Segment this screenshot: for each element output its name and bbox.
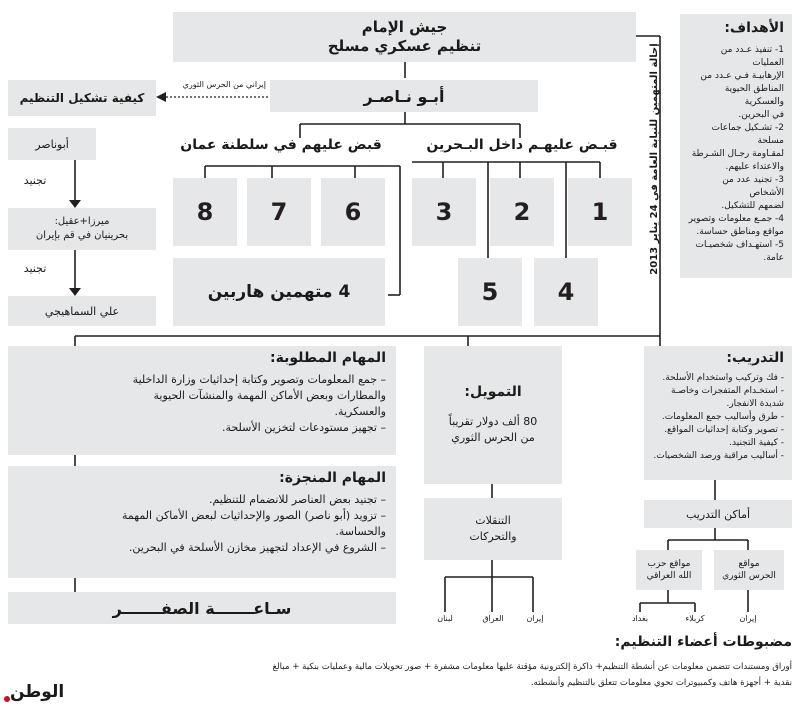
movements-line2: والتحركات [469, 530, 517, 543]
movements-line1: التنقلات [475, 514, 511, 527]
suspect-box-7 [247, 178, 311, 246]
goals-line: في البحرين. [738, 110, 784, 120]
zero-hour-box [8, 592, 396, 624]
goals-line: 4- جمـع معلومات وتصوير [688, 214, 784, 224]
seized-line2: نقدية + أجهزة هاتف وكمبيوترات تحوي معلومات تتعلق بالتنظيم وأنشطته. [530, 678, 792, 688]
logo-accent-mark [4, 696, 10, 702]
seized-line1: أوراق ومستندات تتضمن معلومات عن أنشطة التنظيم+ ذاكرة إلكترونية مؤقتة عليها معلومات مشفرة + صور تحويلات مالية وعمليات بنكية + مبالغ [272, 662, 792, 672]
group-oman-heading: قبض عليهم في سلطنة عمان [180, 137, 382, 153]
goals-line: لضمهم للتشكيل. [721, 201, 784, 211]
tasks-required-list [18, 372, 386, 436]
goals-line: مواقع ومناطق حساسة. [696, 227, 784, 237]
tasks-done-line: – الشروع في الإعداد لتجهيز مخازن الأسلحة في البحرين. [128, 541, 386, 554]
logo-text: الوطن [10, 682, 65, 702]
tasks-done-line: – تزويد (أبو ناصر) الصور والإحداثيات لبعض الأماكن المهمة [122, 509, 386, 522]
group-bahrain-heading: قبـض عليهـم داخل البـحرين [426, 137, 618, 153]
goals-title: الأهداف: [724, 20, 784, 36]
tasks-required-line: والمطارات وبعض الأماكن المهمة والمنشآت الحيوية [153, 389, 386, 402]
zero-hour-label: سـاعـــــــة الصفـــــــر [112, 598, 292, 618]
formation-step-samaheeji [8, 296, 156, 326]
goals-line: عامة. [763, 253, 784, 263]
suspect-number-6: 6 [344, 198, 362, 226]
goals-box [680, 14, 792, 278]
leader-note: إيراني من الحرس الثوري [182, 80, 266, 89]
fugitives-label: 4 متهمين هاربين [207, 282, 351, 302]
movement-place-lebanon: لبنان [437, 614, 453, 623]
tasks-required-line: – تجهيز مستودعات لتخزين الأسلحة. [222, 421, 386, 434]
funding-title: التمويل: [464, 384, 522, 400]
training-line: شديدة الانفجار. [726, 399, 784, 409]
tasks-done-box [8, 466, 396, 578]
seized-title: مضبوطات أعضاء التنظيم: [614, 634, 792, 650]
formation-title-box [8, 80, 156, 116]
training-line: - فك وتركيب واستخدام الأسلحة. [662, 373, 784, 383]
goals-line: المناطق الحيوية والعسكرية [724, 84, 784, 107]
suspect-box-8 [173, 178, 237, 246]
suspect-number-7: 7 [270, 198, 288, 226]
suspect-number-4: 4 [557, 278, 575, 306]
training-line: - أساليب مراقبة ورصد الشخصيات. [653, 451, 784, 461]
suspect-number-3: 3 [435, 198, 453, 226]
formation-step2-line2: بحرينيان في قم بإيران [35, 230, 129, 241]
formation-step3-label: علي السماهيجي [44, 304, 120, 318]
training-list [652, 372, 784, 463]
training-place-iran: إيران [739, 614, 757, 623]
formation-step-abu-nasser [8, 128, 96, 160]
training-place-baghdad: بغداد [631, 614, 649, 623]
movement-place-iraq: العراق [482, 614, 504, 623]
training-site-hezbollah-line2: الله العراقي [646, 571, 692, 581]
formation-recruit-1: تجنيد [23, 174, 47, 187]
goals-line: 3- تجنيد عدد من الأشخاص [722, 175, 784, 198]
suspect-number-1: 1 [591, 198, 609, 226]
suspect-number-5: 5 [481, 278, 499, 306]
tasks-done-line: والحساسة. [335, 525, 386, 538]
goals-line: لمقـاومة رجـال الشـرطة [691, 149, 784, 159]
training-line: - كيفية التجنيد. [729, 438, 784, 448]
formation-recruit-2: تجنيد [23, 262, 47, 275]
training-line: - تصوير وكتابة إحداثيات المواقع. [664, 425, 784, 435]
main-title: جيش الإمام [361, 18, 448, 36]
tasks-done-list [18, 492, 386, 556]
main-subtitle: تنظيم عسكري مسلح [327, 37, 482, 55]
leader-box [270, 80, 538, 112]
goals-line: الإرهابيـة فـي عـدد من [700, 71, 784, 81]
formation-step-mirza-aqeel [8, 208, 156, 250]
goals-line: 1- تنفيذ عـدد من العمليات [720, 45, 784, 68]
suspect-box-2 [490, 178, 554, 246]
movements-box [424, 498, 562, 560]
training-site-irgc-line1: مواقع [738, 559, 760, 569]
newspaper-logo [4, 682, 65, 704]
tasks-required-line: والعسكرية. [334, 405, 386, 418]
training-site-hezbollah [636, 550, 702, 590]
goals-line: 2- تشـكيل جماعات مسلحة [711, 123, 784, 146]
suspect-number-2: 2 [513, 198, 531, 226]
training-box [644, 346, 792, 480]
funding-amount: 80 ألف دولار تقريباً [448, 415, 538, 428]
formation-step1-label: أبوناصر [35, 137, 69, 151]
training-site-irgc [714, 550, 784, 590]
suspect-number-8: 8 [196, 198, 214, 226]
training-site-irgc-line2: الحرس الثوري [722, 571, 776, 581]
training-places-box [644, 500, 792, 528]
tasks-done-title: المهام المنجزة: [279, 470, 386, 486]
training-site-hezbollah-line1: مواقع حزب [647, 559, 691, 569]
suspect-box-6 [321, 178, 385, 246]
tasks-required-box [8, 346, 396, 455]
movement-place-iran: إيران [526, 614, 544, 623]
training-places-title: أماكن التدريب [685, 507, 751, 521]
training-title: التدريب: [726, 350, 784, 366]
formation-step2-line1: ميرزا+عقيل: [54, 216, 110, 227]
suspect-box-4 [534, 258, 598, 326]
suspect-box-1 [568, 178, 632, 246]
training-line: - استخـدام المتفجرات وخاصـة [670, 386, 784, 396]
main-title-box [173, 12, 636, 62]
tasks-done-line: – تجنيد بعض العناصر للانضمام للتنظيم. [208, 493, 386, 506]
formation-title: كيفية تشكيل التنظيم [19, 91, 145, 105]
training-line: - طرق وأساليب جمع المعلومات. [661, 412, 784, 422]
tasks-required-line: – جمع المعلومات وتصوير وكتابة إحداثيات وزارة الداخلية [132, 373, 386, 386]
suspect-box-3 [412, 178, 476, 246]
fugitives-box [173, 258, 385, 326]
training-place-karbala: كربلاء [685, 614, 705, 623]
funding-source: من الحرس الثوري [451, 431, 535, 444]
tasks-required-title: المهام المطلوبة: [270, 350, 386, 366]
suspect-box-5 [458, 258, 522, 326]
leader-name: أبـو نـاصـر [363, 86, 445, 106]
goals-line: 5- استهـداف شخصيـات [695, 240, 784, 250]
referral-note: إحالة المتهمين للنيابة العامة في 24 يناير 2013 [649, 43, 660, 275]
goals-line: والاعتداء عليهم. [725, 162, 784, 172]
funding-box [424, 346, 562, 484]
goals-list [688, 44, 784, 265]
